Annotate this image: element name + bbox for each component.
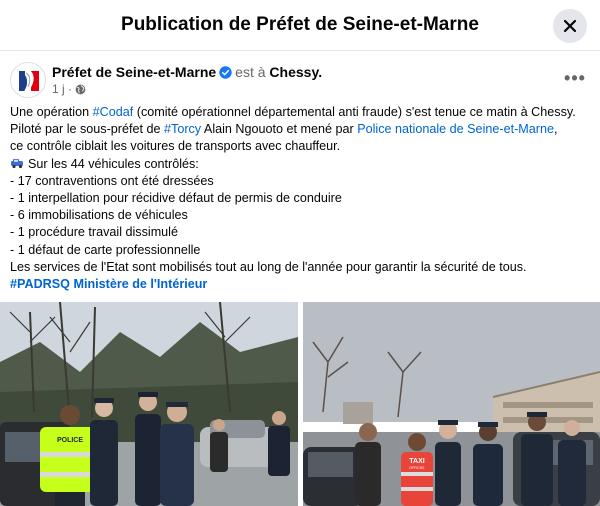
right-vest-sub: OFFICIEL xyxy=(409,466,425,470)
text-line-1 xyxy=(10,104,590,121)
post-text xyxy=(10,104,590,293)
avatar[interactable] xyxy=(10,62,46,98)
verified-badge-icon xyxy=(219,66,232,79)
list-item: - 1 interpellation pour récidive défaut de permis de conduire xyxy=(10,191,342,206)
location-prefix: est à xyxy=(235,64,266,80)
more-options-button[interactable]: ••• xyxy=(560,66,590,90)
photo-left[interactable] xyxy=(0,302,298,506)
text-line-10: Les services de l'Etat sont mobilisés tout au long de l'année pour garantir la sécurité de tous. xyxy=(10,259,527,274)
right-vest-text: TAXI xyxy=(409,458,425,465)
photo-grid xyxy=(0,302,600,506)
dialog-title: Publication de Préfet de Seine-et-Marne xyxy=(121,14,479,35)
photo-right[interactable] xyxy=(303,302,600,506)
dialog-header xyxy=(0,0,600,51)
author-name[interactable]: Préfet de Seine-et-Marne xyxy=(52,64,217,80)
text-line-3: ce contrôle ciblait les voitures de transports avec chauffeur. xyxy=(10,139,341,154)
car-icon xyxy=(10,158,24,169)
list-item: - 17 contraventions ont été dressées xyxy=(10,173,214,188)
post-header xyxy=(8,60,592,100)
globe-icon xyxy=(75,84,86,95)
post-time[interactable]: 1 j · xyxy=(52,82,73,96)
hashtag-torcy[interactable]: #Torcy xyxy=(164,122,202,137)
mention-ministere-interieur[interactable]: Ministère de l'Intérieur xyxy=(73,277,208,292)
text-line-11 xyxy=(10,276,590,293)
close-button[interactable] xyxy=(553,9,587,43)
marianne-logo-icon xyxy=(11,63,46,98)
author-line xyxy=(52,64,322,80)
post-meta xyxy=(52,82,86,96)
list-item: - 1 défaut de carte professionnelle xyxy=(10,242,201,257)
text-line-2 xyxy=(10,121,590,138)
list-item: - 6 immobilisations de véhicules xyxy=(10,208,188,223)
text-segment: Une opération xyxy=(10,105,93,119)
location-link[interactable]: Chessy. xyxy=(269,64,323,80)
text-segment: Alain Ngouoto et mené par xyxy=(201,122,358,137)
left-vest-text: POLICE xyxy=(56,437,84,444)
mention-police-nationale[interactable]: Police nationale de Seine-et-Marne xyxy=(357,122,554,137)
text-segment: Piloté par le sous-préfet de xyxy=(10,122,165,137)
hashtag-codaf[interactable]: #Codaf xyxy=(92,105,134,119)
text-segment: Sur les 44 véhicules contrôlés: xyxy=(28,156,199,171)
text-line-4 xyxy=(10,156,590,173)
text-segment: , xyxy=(553,122,558,137)
list-item: - 1 procédure travail dissimulé xyxy=(10,225,178,240)
hashtag-padrsq[interactable]: #PADRSQ xyxy=(10,277,70,292)
close-icon xyxy=(563,19,577,33)
text-segment: (comité opérationnel départemental anti fraude) s'est tenue ce matin à Chessy. xyxy=(133,105,576,119)
